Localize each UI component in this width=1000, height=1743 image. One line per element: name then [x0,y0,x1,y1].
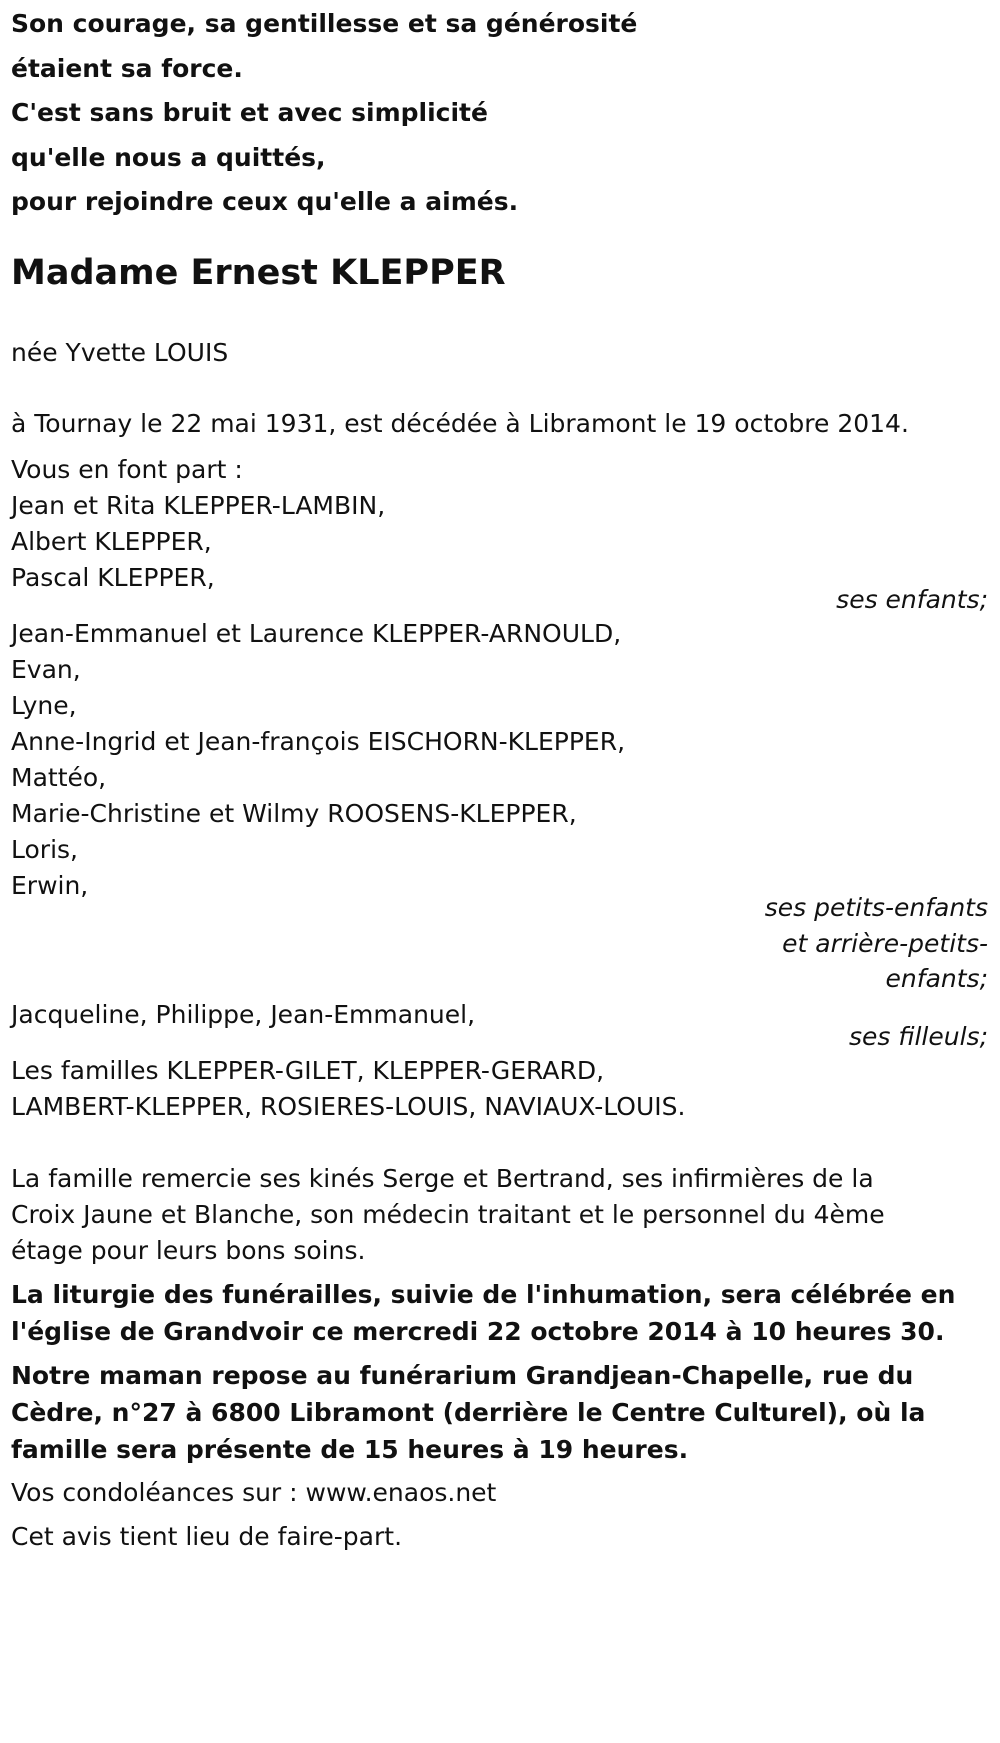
notice-line: Cet avis tient lieu de faire-part. [11,1522,403,1551]
grandchildren-label: et arrière-petits- [782,929,988,958]
list-item: Loris, [11,835,78,864]
godchildren-label: ses filleuls; [848,1022,988,1051]
grandchildren-label: ses petits-enfants [764,893,988,922]
condolences-line: Vos condoléances sur : www.enaos.net [11,1478,497,1507]
children-label: ses enfants; [836,585,988,614]
poem-line: Son courage, sa gentillesse et sa générosité [11,9,638,38]
list-item: Anne-Ingrid et Jean-françois EISCHORN-KLEPPER, [11,727,626,756]
list-item: Lyne, [11,691,77,720]
list-item: Jean-Emmanuel et Laurence KLEPPER-ARNOULD, [11,619,622,648]
deceased-name: Madame Ernest KLEPPER [11,253,506,293]
thanks-line: étage pour leurs bons soins. [11,1236,366,1265]
list-item: Mattéo, [11,763,107,792]
list-item: Pascal KLEPPER, [11,563,215,592]
families-line: Les familles KLEPPER-GILET, KLEPPER-GERARD, [11,1056,605,1085]
liturgy-line: La liturgie des funérailles, suivie de l'inhumation, sera célébrée en [11,1280,956,1309]
maiden-name: née Yvette LOUIS [11,338,229,367]
poem-line: pour rejoindre ceux qu'elle a aimés. [11,187,519,216]
grandchildren-label: enfants; [885,964,988,993]
announce-line: Vous en font part : [11,455,243,484]
list-item: Albert KLEPPER, [11,527,212,556]
funerarium-line: famille sera présente de 15 heures à 19 heures. [11,1435,689,1464]
thanks-line: La famille remercie ses kinés Serge et Bertrand, ses infirmières de la [11,1164,874,1193]
poem-line: C'est sans bruit et avec simplicité [11,98,488,127]
list-item: Evan, [11,655,81,684]
poem-line: qu'elle nous a quittés, [11,143,326,172]
liturgy-line: l'église de Grandvoir ce mercredi 22 octobre 2014 à 10 heures 30. [11,1317,945,1346]
birth-death-line: à Tournay le 22 mai 1931, est décédée à Libramont le 19 octobre 2014. [11,409,909,438]
list-item: Jean et Rita KLEPPER-LAMBIN, [11,491,386,520]
poem-line: étaient sa force. [11,54,243,83]
funerarium-line: Cèdre, n°27 à 6800 Libramont (derrière le Centre Culturel), où la [11,1398,926,1427]
families-line: LAMBERT-KLEPPER, ROSIERES-LOUIS, NAVIAUX-LOUIS. [11,1092,686,1121]
list-item: Erwin, [11,871,89,900]
thanks-line: Croix Jaune et Blanche, son médecin traitant et le personnel du 4ème [11,1200,885,1229]
funerarium-line: Notre maman repose au funérarium Grandjean-Chapelle, rue du [11,1361,914,1390]
list-item: Marie-Christine et Wilmy ROOSENS-KLEPPER, [11,799,577,828]
godchildren-line: Jacqueline, Philippe, Jean-Emmanuel, [11,1000,476,1029]
